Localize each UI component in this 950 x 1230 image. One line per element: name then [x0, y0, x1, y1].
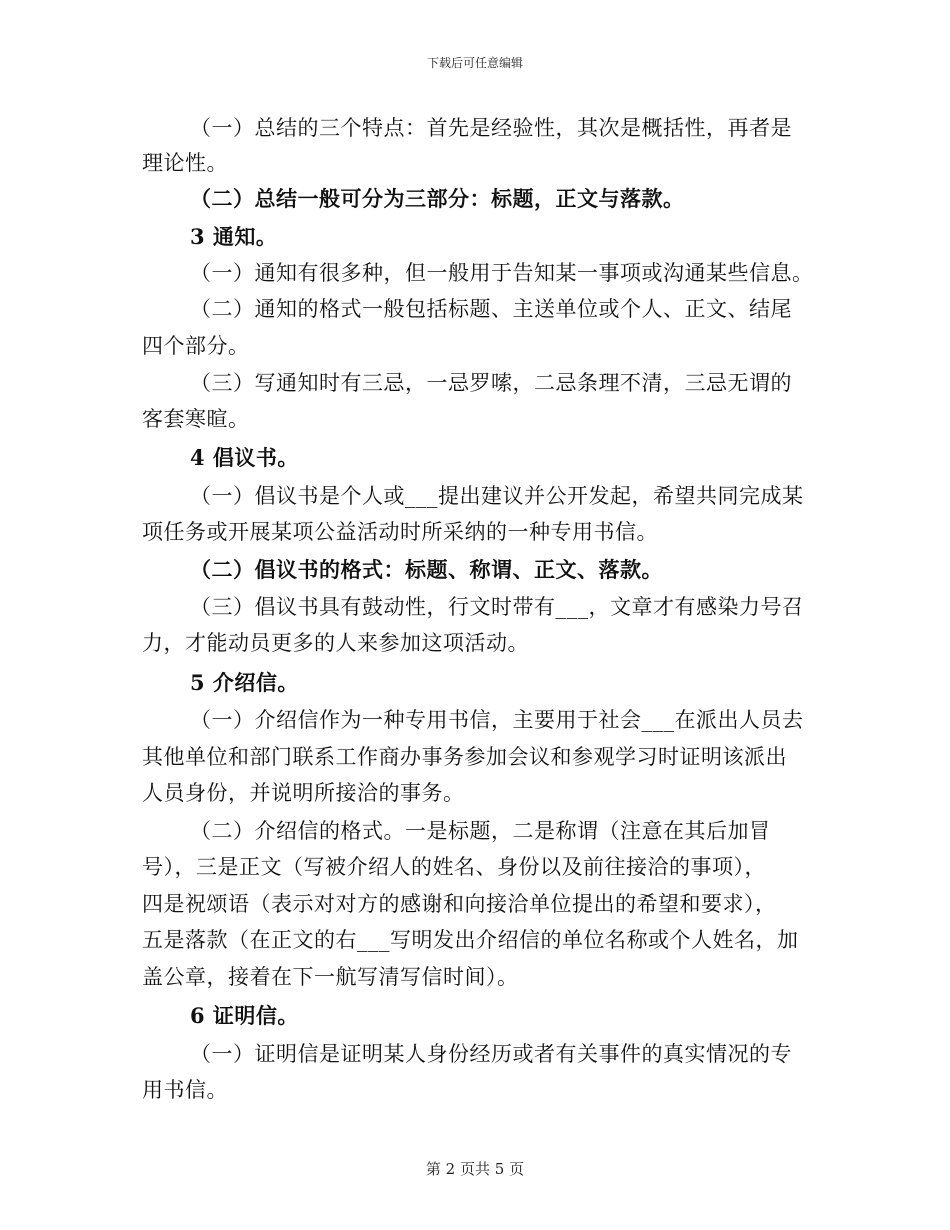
- paragraph-line: 4 倡议书。: [190, 445, 299, 470]
- paragraph-line: （二）总结一般可分为三部分：标题，正文与落款。: [190, 186, 685, 211]
- page-footer: 第 2 页共 5 页: [425, 1160, 525, 1178]
- paragraph-line: 五是落款（在正文的右___写明发出介绍信的单位名称或个人姓名，加: [142, 928, 799, 952]
- paragraph-line: （三）倡议书具有鼓动性，行文时带有___，文章才有感染力号召: [190, 595, 804, 619]
- paragraph-line: 理论性。: [142, 151, 228, 175]
- paragraph-line: 力，才能动员更多的人来参加这项活动。: [142, 631, 529, 655]
- paragraph-line: （二）通知的格式一般包括标题、主送单位或个人、正文、结尾: [190, 297, 792, 321]
- paragraph-line: （一）证明信是证明某人身份经历或者有关事件的真实情况的专: [190, 1042, 792, 1066]
- paragraph-line: （二）倡议书的格式：标题、称谓、正文、落款。: [190, 557, 663, 582]
- paragraph-line: （一）总结的三个特点：首先是经验性，其次是概括性，再者是: [190, 116, 792, 140]
- page-header: 下载后可任意编辑: [426, 56, 523, 70]
- paragraph-line: 其他单位和部门联系工作商办事务参加会议和参观学习时证明该派出: [142, 745, 787, 769]
- paragraph-line: （一）通知有很多种，但一般用于告知某一事项或沟通某些信息。: [190, 261, 814, 285]
- paragraph-line: （二）介绍信的格式。一是标题，二是称谓（注意在其后加冒: [190, 819, 771, 843]
- paragraph-line: （三）写通知时有三忌，一忌罗嗦，二忌条理不清，三忌无谓的: [190, 371, 792, 395]
- paragraph-line: 人员身份，并说明所接洽的事务。: [142, 781, 465, 805]
- paragraph-line: 项任务或开展某项公益活动时所采纳的一种专用书信。: [142, 520, 658, 544]
- paragraph-line: 盖公章，接着在下一航写清写信时间）。: [142, 965, 519, 989]
- paragraph-line: （一）介绍信作为一种专用书信，主要用于社会___在派出人员去: [190, 708, 804, 732]
- paragraph-line: 用书信。: [142, 1078, 228, 1102]
- paragraph-line: 3 通知。: [190, 224, 278, 249]
- paragraph-line: 号），三是正文（写被介绍人的姓名、身份以及前往接洽的事项），: [142, 855, 766, 879]
- paragraph-line: 客套寒暄。: [142, 407, 250, 431]
- paragraph-line: 四是祝颂语（表示对对方的感谢和向接洽单位提出的希望和要求），: [142, 892, 777, 916]
- paragraph-line: 6 证明信。: [190, 1003, 299, 1028]
- paragraph-line: 四个部分。: [142, 334, 250, 358]
- paragraph-line: 5 介绍信。: [190, 670, 299, 695]
- paragraph-line: （一）倡议书是个人或___提出建议并公开发起，希望共同完成某: [190, 484, 804, 508]
